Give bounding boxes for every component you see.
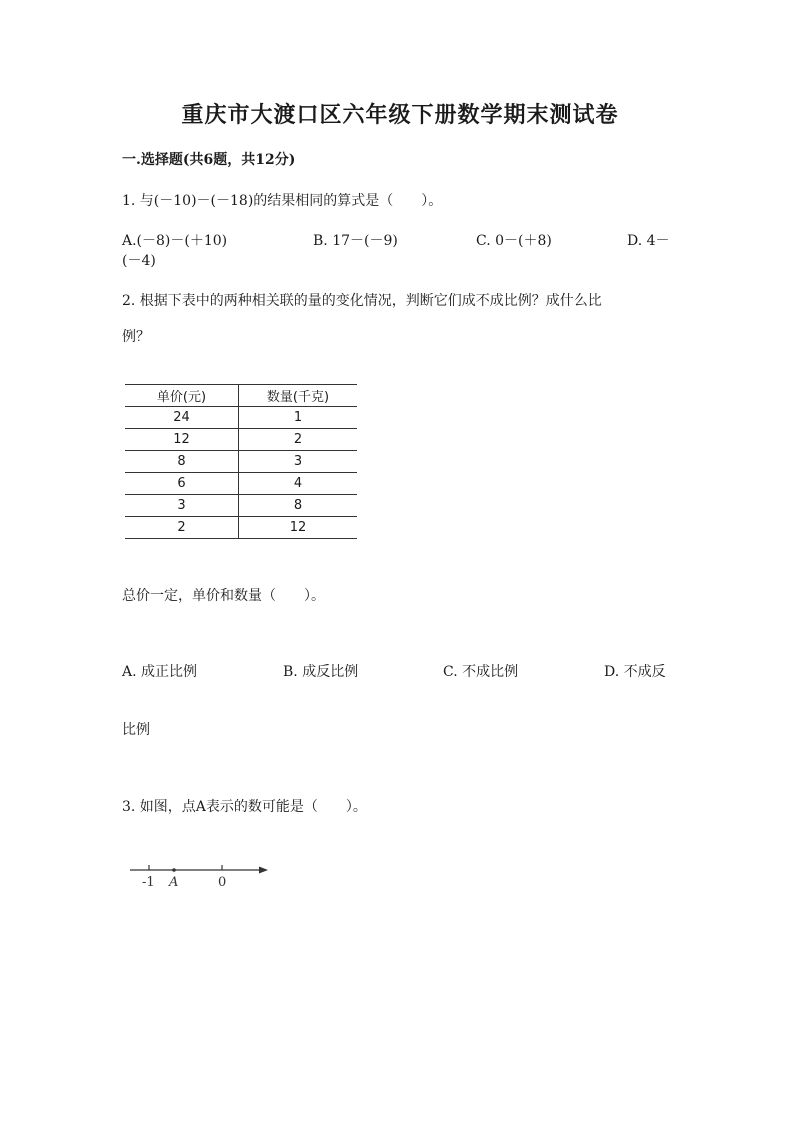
q1-option-c[interactable]: C. 0－(＋8) [476, 233, 552, 249]
label-zero: 0 [218, 875, 227, 890]
table-row [125, 517, 357, 539]
question-2-prompt: 总价一定，单价和数量（ ）。 [122, 588, 325, 604]
table-cell: 1 [239, 407, 358, 429]
table-cell: 3 [125, 495, 239, 517]
number-line-figure [125, 855, 275, 895]
table-row [125, 407, 357, 429]
table-cell: 24 [125, 407, 239, 429]
section-heading: 一.选择题(共6题，共12分) [122, 152, 296, 168]
table-cell: 4 [239, 473, 358, 495]
table-cell: 8 [239, 495, 358, 517]
table-row [125, 451, 357, 473]
question-1-stem: 1. 与(－10)－(－18)的结果相同的算式是（ ）。 [122, 193, 443, 209]
table-cell: 2 [125, 517, 239, 539]
table-cell: 12 [239, 517, 358, 539]
table-cell: 8 [125, 451, 239, 473]
table-cell: 2 [239, 429, 358, 451]
q2-option-b[interactable]: B. 成反比例 [283, 664, 359, 680]
price-quantity-table [125, 384, 357, 539]
table-row [125, 473, 357, 495]
q2-option-a[interactable]: A. 成正比例 [122, 664, 198, 680]
question-2-stem-line2: 例？ [122, 329, 150, 345]
q2-option-d[interactable]: D. 不成反 [604, 664, 666, 680]
page-title: 重庆市大渡口区六年级下册数学期末测试卷 [181, 102, 619, 128]
number-line-arrow [259, 867, 268, 874]
table-header-row [125, 385, 357, 407]
table-cell: 12 [125, 429, 239, 451]
q2-option-d-continued: 比例 [122, 722, 150, 738]
question-2-stem-line1: 2. 根据下表中的两种相关联的量的变化情况，判断它们成不成比例？成什么比 [122, 293, 602, 309]
q1-option-a[interactable]: A.(－8)－(＋10) [122, 233, 228, 249]
table-row [125, 429, 357, 451]
question-3-stem: 3. 如图，点A表示的数可能是（ ）。 [122, 799, 367, 815]
table-row [125, 495, 357, 517]
label-point-a: A [169, 875, 179, 890]
table-cell: 3 [239, 451, 358, 473]
q2-option-c[interactable]: C. 不成比例 [443, 664, 519, 680]
q1-option-d-continued: (－4) [122, 253, 156, 269]
q1-option-b[interactable]: B. 17－(－9) [313, 233, 398, 249]
q1-option-d[interactable]: D. 4－ [627, 233, 670, 249]
table-cell: 6 [125, 473, 239, 495]
label-minus-one: -1 [142, 875, 155, 890]
table-header-cell: 数量(千克) [239, 385, 358, 407]
point-a-marker [172, 868, 176, 872]
table-header-cell: 单价(元) [125, 385, 239, 407]
